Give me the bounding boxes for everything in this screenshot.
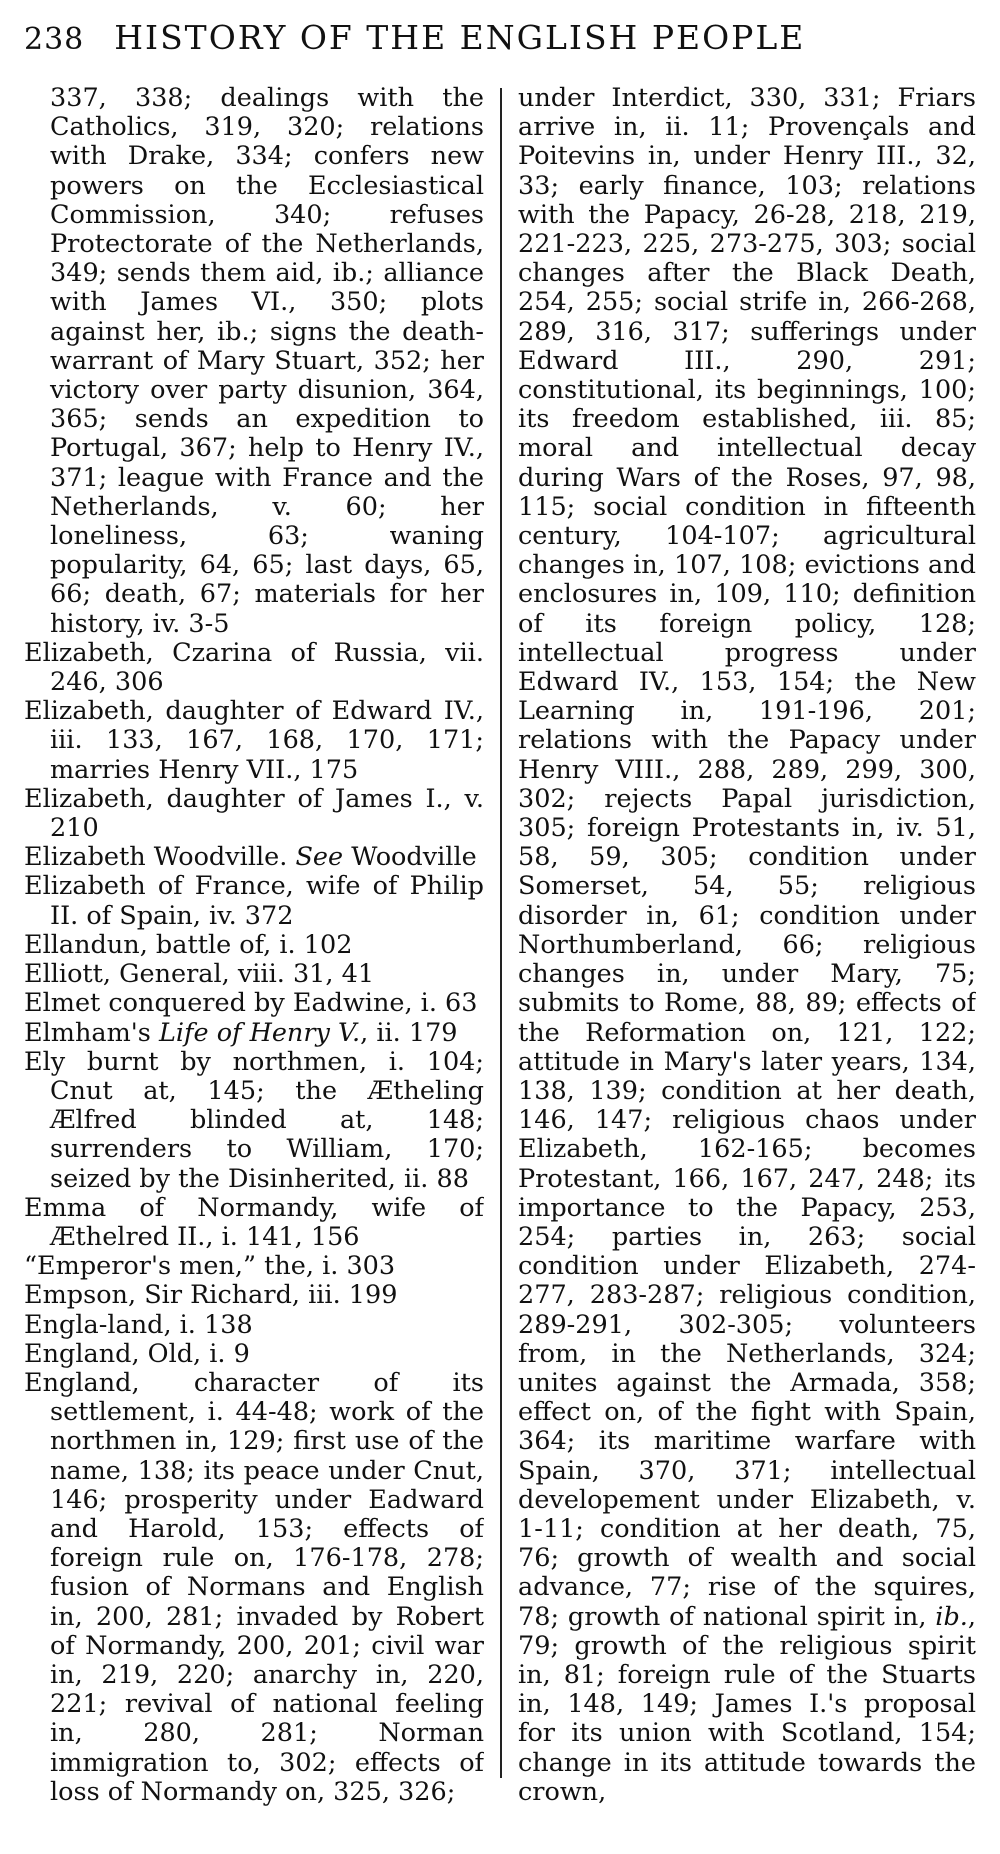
index-entry-elmham — [24, 1019, 484, 1048]
entry-text: Elizabeth Woodville. — [24, 842, 288, 873]
index-entry: Elizabeth, Czarina of Russia, vii. 246, 306 — [24, 637, 484, 698]
entry-text: under Interdict, 330, 331; Friars arrive in, ii. 11; Provençals and Poitevins in, under Henry III., 32, 33; early finance, 103; relations with the Papacy, 26-28, 218, 219, 221-223, 225, 273-275, 303; social changes after the Black Death, 254, 255; social strife in, 266-268, 289, 316, 317; sufferings under Edward III., 290, 291; constitutional, its beginnings, 100; its freedom established, iii. 85; moral and intellectual decay during Wars of the Roses, 97, 98, 115; social condition in fifteenth century, 104-107; agricultural changes in, 107, 108; evictions and enclosures in, 109, 110; definition of its foreign policy, 128; intellectual progress under Edward IV., 153, 154; the New Learning in, 191-196, 201; relations with the Papacy under Henry VIII., 288, 289, 299, 300, 302; rejects Papal jurisdiction, 305; foreign Protestants in, iv. 51, 58, 59, 305; condition under Somerset, 54, 55; religious disorder in, 61; condition under Northumberland, 66; religious changes in, under Mary, 75; submits to Rome, 88, 89; effects of the Reformation on, 121, 122; attitude in Mary's later years, 134, 138, 139; condition at her death, 146, 147; religious chaos under Elizabeth, 162-165; becomes Protestant, 166, 167, 247, 248; its importance to the Papacy, 253, 254; parties in, 263; social condition under Elizabeth, 274-277, 283-287; religious condition, 289-291, 302-305; volunteers from, in the Netherlands, 324; unites against the Armada, 358; effect on, of the fight with Spain, 364; its maritime warfare with Spain, 370, 371; intellectual developement under Elizabeth, v. 1-11; condition at her death, 75, 76; growth of wealth and social advance, 77; rise of the squires, 78; growth of national spirit in, — [518, 84, 976, 1632]
running-title: HISTORY OF THE ENGLISH PEOPLE — [114, 18, 806, 57]
page-number: 238 — [24, 22, 85, 57]
entry-text: , ii. 179 — [360, 1017, 458, 1048]
index-entry: Engla-land, i. 138 — [24, 1309, 253, 1340]
entry-text: Woodville — [351, 842, 477, 873]
see-reference: See — [295, 842, 344, 873]
book-title: Life of Henry V. — [158, 1017, 361, 1048]
index-entry: England, character of its settlement, i. 44-48; work of the northmen in, 129; first use of the name, 138; its peace under Cnut, 146; prosperity under Eadward and Harold, 153; effects of foreign rule on, 176-178, 278; fusion of Normans and English in, 200, 281; invaded by Robert of Normandy, 200, 201; civil war in, 219, 220; anarchy in, 220, 221; revival of national feeling in, 280, 281; Norman immigration to, 302; effects of loss of Normandy on, 325, 326; — [24, 1367, 484, 1807]
entry-text: , 79; growth of the religious spirit in, 81; foreign rule of the Stuarts in, 148, 149; James I.'s proposal for its union with Scotland, 154; change in its attitude towards the crown, — [518, 1601, 976, 1807]
index-entry: “Emperor's men,” the, i. 303 — [24, 1251, 396, 1282]
column-divider — [500, 88, 502, 1778]
index-entry: Elizabeth, daughter of James I., v. 210 — [24, 783, 484, 844]
right-column — [518, 84, 976, 1844]
index-entry: Ellandun, battle of, i. 102 — [24, 929, 353, 960]
index-entry: Elliott, General, viii. 31, 41 — [24, 959, 375, 990]
index-entry: Elizabeth of France, wife of Philip II. of Spain, iv. 372 — [24, 871, 484, 931]
ibid-reference: ib. — [935, 1601, 968, 1632]
index-entry: Elmet conquered by Eadwine, i. 63 — [24, 988, 478, 1019]
continued-entry: 337, 338; dealings with the Catholics, 319, 320; relations with Drake, 334; confers new powers on the Ecclesiastical Commission, 340; refuses Protectorate of the Netherlands, 349; sends them aid, ib.; alliance with James VI., 350; plots against her, ib.; signs the death-warrant of Mary Stuart, 352; her victory over party disunion, 364, 365; sends an expedition to Portugal, 367; help to Henry IV., 371; league with France and the Netherlands, v. 60; her loneliness, 63; waning popularity, 64, 65; last days, 65, 66; death, 67; materials for her history, iv. 3-5 — [50, 84, 484, 639]
page-header — [24, 18, 964, 68]
index-entry: Empson, Sir Richard, iii. 199 — [24, 1280, 398, 1311]
left-column — [24, 84, 484, 1844]
continued-entry — [518, 84, 976, 1807]
index-entry-woodville — [24, 843, 484, 872]
index-entry: Emma of Normandy, wife of Æthelred II., i. 141, 156 — [24, 1192, 484, 1252]
index-entry: Elizabeth, daughter of Edward IV., iii. 133, 167, 168, 170, 171; marries Henry VII., 175 — [24, 696, 484, 785]
index-entry: Ely burnt by northmen, i. 104; Cnut at, 145; the Ætheling Ælfred blinded at, 148; surrenders to William, 170; seized by the Disinherited, ii. 88 — [24, 1046, 484, 1194]
index-entry: England, Old, i. 9 — [24, 1338, 250, 1369]
entry-text: Elmham's — [24, 1017, 151, 1048]
